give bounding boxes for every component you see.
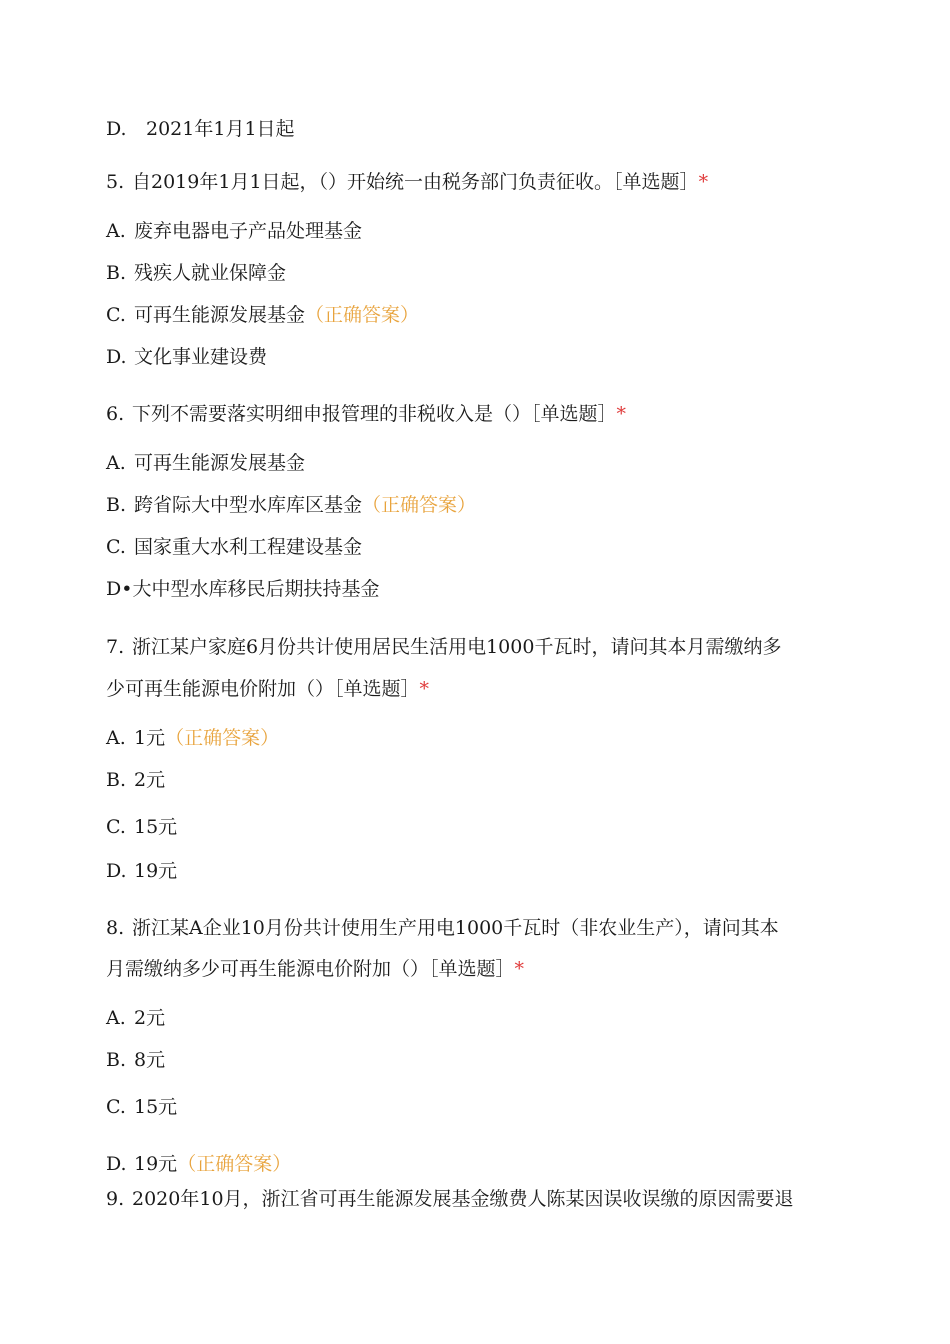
- question-text-cont: 少可再生能源电价附加（）: [106, 678, 335, 700]
- correct-answer-mark: （正确答案）: [362, 494, 477, 516]
- q7-option-a: [106, 726, 279, 750]
- question-text: 浙江某户家庭6月份共计使用居民生活用电1000千瓦时，请问其本月需缴纳多: [132, 636, 782, 658]
- option-text: 可再生能源发展基金: [134, 452, 306, 474]
- q5-option-c: [106, 303, 419, 327]
- option-letter: C.: [106, 1096, 126, 1118]
- q8-option-a: [106, 1006, 165, 1030]
- q5-option-d: [106, 345, 267, 369]
- correct-answer-mark: （正确答案）: [305, 304, 420, 326]
- option-letter: A.: [106, 452, 126, 474]
- question-type: ［单选题］: [531, 403, 617, 425]
- option-letter: D.: [106, 860, 127, 882]
- question-number: 8.: [106, 917, 125, 939]
- question-text: 浙江某A企业10月份共计使用生产用电1000千瓦时（非农业生产），请问其本: [132, 917, 779, 939]
- option-letter: A.: [106, 727, 126, 749]
- q5-option-a: [106, 219, 362, 243]
- required-mark: *: [419, 678, 430, 700]
- option-text: 15元: [134, 816, 178, 838]
- option-letter: B.: [106, 494, 127, 516]
- option-letter: C.: [106, 816, 126, 838]
- q5-option-b: [106, 261, 286, 285]
- option-letter: A.: [106, 1007, 126, 1029]
- q6-option-a: [106, 451, 305, 475]
- option-letter: B.: [106, 262, 127, 284]
- option-letter: C.: [106, 304, 126, 326]
- required-mark: *: [616, 403, 627, 425]
- q6-option-c: [106, 535, 362, 559]
- option-letter: B.: [106, 1049, 127, 1071]
- required-mark: *: [514, 958, 525, 980]
- question-number: 6.: [106, 403, 125, 425]
- question-text: 下列不需要落实明细申报管理的非税收入是（）: [132, 403, 532, 425]
- question-type: ［单选题］: [613, 171, 699, 193]
- q7-question-line1: [106, 635, 781, 659]
- correct-answer-mark: （正确答案）: [165, 727, 280, 749]
- q9-question-line1: [106, 1187, 794, 1211]
- option-text: 1元: [134, 727, 166, 749]
- option-letter: A.: [106, 220, 126, 242]
- q7-question-line2: [106, 677, 429, 701]
- q6-option-d: [106, 577, 379, 601]
- option-text: 国家重大水利工程建设基金: [134, 536, 363, 558]
- option-letter: C.: [106, 536, 126, 558]
- correct-answer-mark: （正确答案）: [177, 1153, 292, 1175]
- question-number: 5.: [106, 171, 125, 193]
- option-text: 8元: [134, 1049, 166, 1071]
- question-text-cont: 月需缴纳多少可再生能源电价附加（）: [106, 958, 430, 980]
- option-text: 跨省际大中型水库库区基金: [134, 494, 363, 516]
- option-letter: D.: [106, 1153, 127, 1175]
- option-text: 15元: [134, 1096, 178, 1118]
- option-text: 19元: [134, 1153, 178, 1175]
- q6-option-b: [106, 493, 476, 517]
- option-text: 2021年1月1日起: [146, 118, 295, 140]
- option-text: 2元: [134, 1007, 166, 1029]
- q7-option-d: [106, 859, 177, 883]
- option-letter: B.: [106, 769, 127, 791]
- option-text: 残疾人就业保障金: [134, 262, 287, 284]
- question-type: ［单选题］: [334, 678, 420, 700]
- option-text: 可再生能源发展基金: [134, 304, 306, 326]
- q8-option-b: [106, 1048, 165, 1072]
- option-text: D•大中型水库移民后期扶持基金: [106, 578, 380, 600]
- q8-question-line1: [106, 916, 779, 940]
- q8-question-line2: [106, 957, 524, 981]
- option-text: 文化事业建设费: [134, 346, 268, 368]
- q7-option-c: [106, 815, 177, 839]
- q5-question: [106, 170, 708, 194]
- question-text: 2020年10月，浙江省可再生能源发展基金缴费人陈某因误收误缴的原因需要退: [132, 1188, 794, 1210]
- option-text: 废弃电器电子产品处理基金: [134, 220, 363, 242]
- q8-option-c: [106, 1095, 177, 1119]
- q7-option-b: [106, 768, 165, 792]
- question-number: 9.: [106, 1188, 125, 1210]
- question-number: 7.: [106, 636, 125, 658]
- option-text: 19元: [134, 860, 178, 882]
- question-text: 自2019年1月1日起，（）开始统一由税务部门负责征收。: [132, 171, 614, 193]
- option-letter: D.: [106, 118, 127, 140]
- q8-option-d: [106, 1152, 291, 1176]
- question-type: ［单选题］: [429, 958, 515, 980]
- q4-option-d: [106, 117, 295, 141]
- option-letter: D.: [106, 346, 127, 368]
- option-text: 2元: [134, 769, 166, 791]
- required-mark: *: [698, 171, 709, 193]
- q6-question: [106, 402, 626, 426]
